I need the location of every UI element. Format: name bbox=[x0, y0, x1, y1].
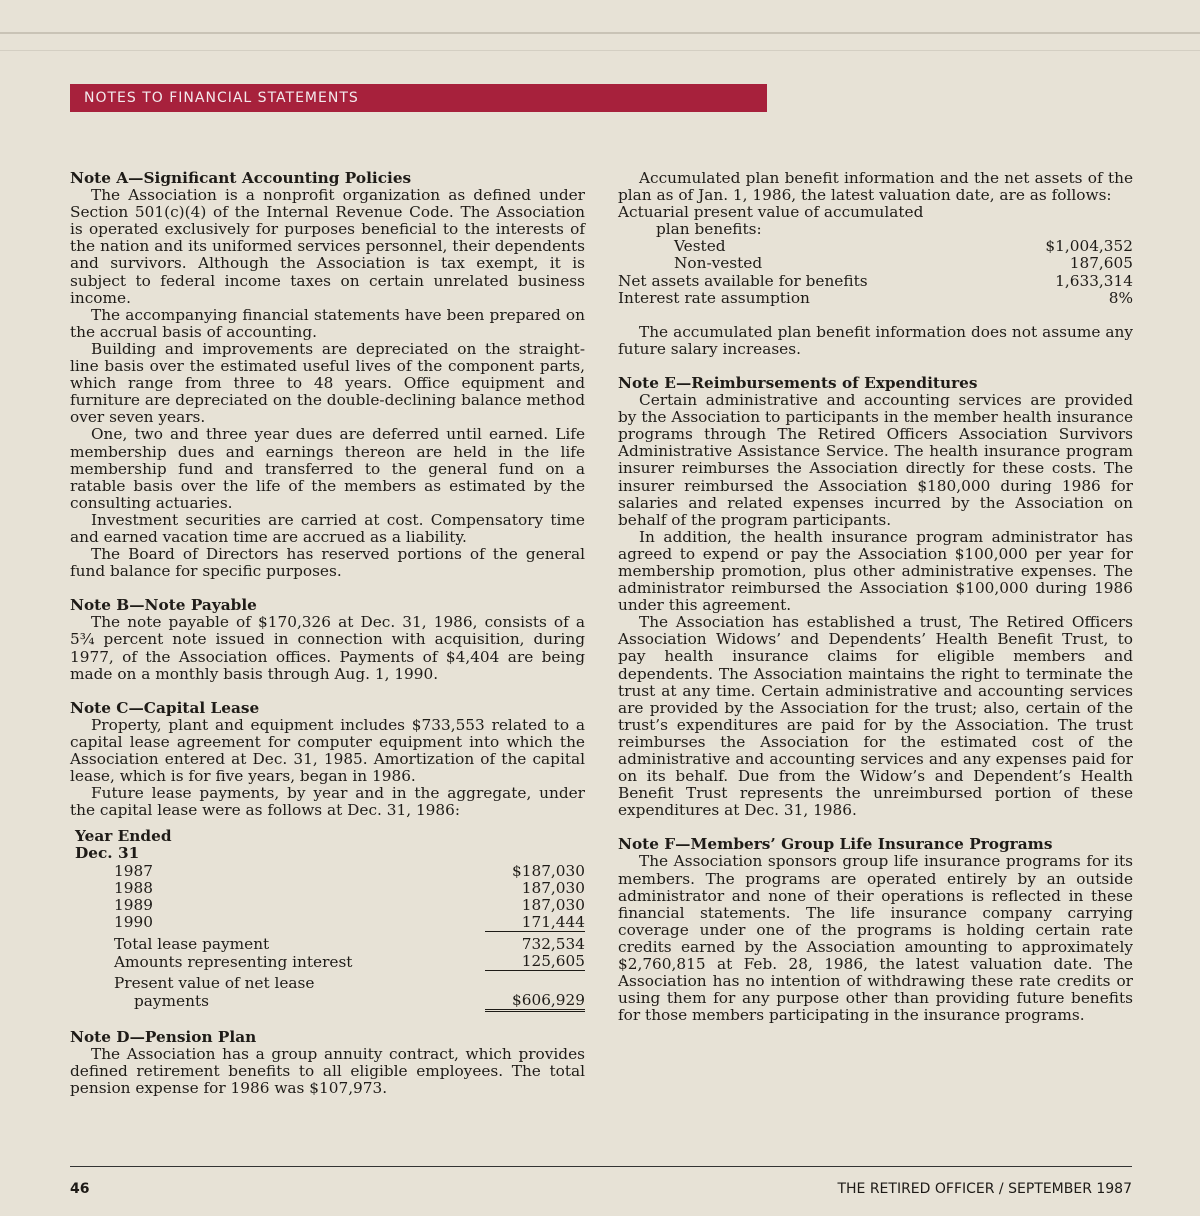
note-a-paragraph: The Association is a nonprofit organization as defined under Section 501(c)(4) of the Internal Revenue Code. The Association is operated exclusively for purposes beneficial to the interests of the nation and its uniformed services personnel, their dependents and survivors. Although the Association is tax exempt, it is subject to federal income taxes on certain unrelated business income. bbox=[70, 186, 585, 307]
pension-label: Interest rate assumption bbox=[618, 288, 810, 307]
lease-amount: $187,030 bbox=[512, 861, 585, 880]
pension-amount: $1,004,352 bbox=[1045, 237, 1133, 256]
lease-pv-amount: $606,929 bbox=[485, 992, 585, 1011]
note-a-paragraph: Investment securities are carried at cost. Compensatory time and earned vacation time are accrued as a liability. bbox=[70, 510, 585, 546]
table-row bbox=[618, 221, 1133, 238]
table-row bbox=[70, 897, 585, 914]
note-c-heading: Note C—Capital Lease bbox=[70, 698, 260, 717]
note-e-paragraph: In addition, the health insurance program administrator has agreed to expend or pay the Association $100,000 per year for membership promotion, plus other administrative expenses. The administrator reimbursed the Association $100,000 during 1986 under this agreement. bbox=[618, 527, 1133, 615]
pension-label: plan benefits: bbox=[656, 220, 762, 239]
lease-pv-label: Present value of net lease bbox=[114, 973, 315, 992]
note-f-heading: Note F—Members’ Group Life Insurance Programs bbox=[618, 835, 1053, 854]
note-e-paragraph: Certain administrative and accounting services are provided by the Association to participants in the member health insurance programs through The Retired Officers Association Survivors Administrative Assistance Service. The health insurance program insurer reimburses the Association directly for these costs. The insurer reimbursed the Association $180,000 during 1986 for salaries and related expenses incurred by the Association on behalf of the program participants. bbox=[618, 391, 1133, 529]
lease-year: 1990 bbox=[114, 913, 153, 932]
table-row bbox=[70, 953, 585, 971]
lease-total-amount: 732,534 bbox=[521, 934, 585, 953]
right-column bbox=[618, 170, 1133, 1024]
left-column bbox=[70, 170, 585, 1097]
note-d-heading: Note D—Pension Plan bbox=[70, 1027, 257, 1046]
lease-table-head: Year Ended bbox=[75, 827, 172, 846]
footer-title: THE RETIRED OFFICER / SEPTEMBER 1987 bbox=[837, 1181, 1132, 1197]
lease-interest-label: Amounts representing interest bbox=[114, 952, 353, 971]
lease-pv-label: payments bbox=[134, 992, 209, 1011]
table-row bbox=[70, 863, 585, 880]
note-a-paragraph: The accompanying financial statements have been prepared on the accrual basis of accounting. bbox=[70, 305, 585, 341]
lease-amount: 187,030 bbox=[521, 895, 585, 914]
pension-amount: 1,633,314 bbox=[1055, 271, 1133, 290]
pension-table bbox=[618, 204, 1133, 307]
pension-outro: The accumulated plan benefit information does not assume any future salary increases. bbox=[618, 322, 1133, 358]
lease-table bbox=[70, 863, 585, 1012]
lease-amount: 171,444 bbox=[485, 914, 585, 932]
table-row bbox=[618, 273, 1133, 290]
note-d-paragraph: The Association has a group annuity contract, which provides defined retirement benefits to all eligible employees. The total pension expense for 1986 was $107,973. bbox=[70, 1044, 585, 1098]
note-b-paragraph: The note payable of $170,326 at Dec. 31, 1986, consists of a 5¾ percent note issued in connection with acquisition, during 1977, of the Association offices. Payments of $4,404 are being made on a monthly basis through Aug. 1, 1990. bbox=[70, 613, 585, 683]
pension-label: Vested bbox=[674, 237, 726, 256]
pension-label: Non-vested bbox=[674, 254, 763, 273]
note-c-paragraph: Future lease payments, by year and in the aggregate, under the capital lease were as follows at Dec. 31, 1986: bbox=[70, 784, 585, 820]
table-row bbox=[70, 931, 585, 953]
note-a-paragraph: One, two and three year dues are deferred until earned. Life membership dues and earnings thereon are held in the life membership fund and transferred to the general fund on a ratable basis over the life of the members as estimated by the consulting actuaries. bbox=[70, 425, 585, 512]
note-f-paragraph: The Association sponsors group life insurance programs for its members. The programs are operated entirely by an outside administrator and none of their operations is reflected in these financial statements. The life insurance company carrying coverage under one of the programs is holding certain rate credits earned by the Association amounting to approximately $2,760,815 at Feb. 28, 1986, the latest valuation date. The Association has no intention of withdrawing these rate credits or using them for any purpose other than providing future benefits for those members participating in the insurance programs. bbox=[618, 852, 1133, 1025]
note-a-paragraph: Building and improvements are depreciated on the straight-line basis over the estimated useful lives of the component parts, which range from three to 48 years. Office equipment and furniture are depreciated on the double-declining balance method over seven years. bbox=[70, 339, 585, 427]
lease-amount: 187,030 bbox=[521, 878, 585, 897]
note-b-heading: Note B—Note Payable bbox=[70, 596, 257, 615]
note-a-heading: Note A—Significant Accounting Policies bbox=[70, 169, 412, 187]
section-banner: NOTES TO FINANCIAL STATEMENTS bbox=[70, 84, 767, 112]
lease-year: 1989 bbox=[114, 895, 153, 914]
lease-table-head: Dec. 31 bbox=[75, 844, 140, 863]
table-row bbox=[70, 971, 585, 992]
note-a-paragraph: The Board of Directors has reserved portions of the general fund balance for specific purposes. bbox=[70, 545, 585, 581]
table-row bbox=[70, 880, 585, 897]
table-row bbox=[618, 238, 1133, 255]
lease-year: 1988 bbox=[114, 878, 153, 897]
pension-amount: 187,605 bbox=[1069, 254, 1133, 273]
pension-amount: 8% bbox=[1108, 288, 1133, 307]
footer-rule bbox=[70, 1166, 1132, 1167]
note-e-paragraph: The Association has established a trust, The Retired Officers Association Widows’ and Dependents’ Health Benefit Trust, to pay health insurance claims for eligible members and dependents. The Association maintains the right to terminate the trust at any time. Certain administrative and accounting services are provided by the Association for the trust; also, certain of the trust’s expenditures are paid for by the Association. The trust reimburses the Association for the estimated cost of the administrative and accounting services and any expenses paid for on its behalf. Due from the Widow’s and Dependent’s Health Benefit Trust represents the unreimbursed portion of these expenditures at Dec. 31, 1986. bbox=[618, 613, 1133, 820]
table-row bbox=[70, 914, 585, 932]
page-number: 46 bbox=[70, 1181, 90, 1197]
lease-total-label: Total lease payment bbox=[114, 934, 270, 953]
pension-label: Net assets available for benefits bbox=[618, 271, 868, 290]
top-rule bbox=[0, 32, 1200, 51]
table-row bbox=[618, 255, 1133, 272]
table-row bbox=[70, 992, 585, 1011]
lease-interest-amount: 125,605 bbox=[485, 953, 585, 971]
note-c-paragraph: Property, plant and equipment includes $733,553 related to a capital lease agreement for computer equipment into which the Association entered at Dec. 31, 1985. Amortization of the capital lease, which is for five years, began in 1986. bbox=[70, 715, 585, 786]
lease-year: 1987 bbox=[114, 861, 153, 880]
table-row bbox=[618, 204, 1133, 221]
pension-intro: Accumulated plan benefit information and the net assets of the plan as of Jan. 1, 1986, the latest valuation date, are as follows: bbox=[618, 169, 1133, 205]
note-e-heading: Note E—Reimbursements of Expenditures bbox=[618, 373, 978, 392]
table-row bbox=[618, 290, 1133, 307]
pension-label: Actuarial present value of accumulated bbox=[618, 203, 924, 222]
